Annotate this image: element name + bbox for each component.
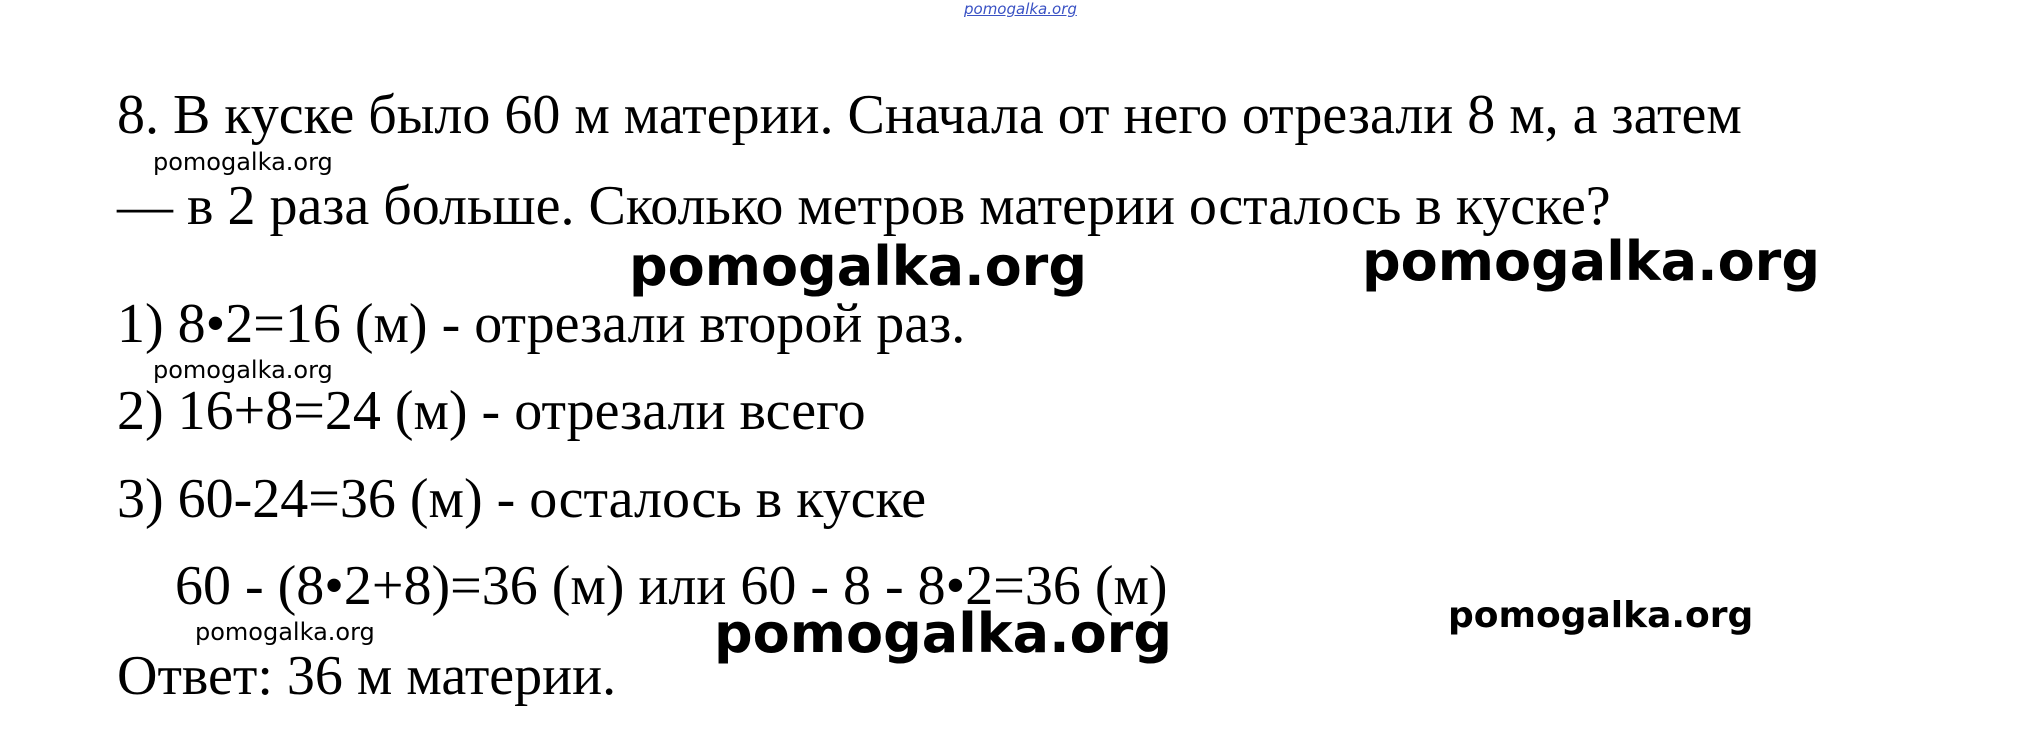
watermark-medium: pomogalka.org xyxy=(1448,595,1754,636)
watermark-small: pomogalka.org xyxy=(195,618,375,646)
solution-step-1: 1) 8•2=16 (м) - отрезали второй раз. xyxy=(117,293,966,355)
watermark-large: pomogalka.org xyxy=(629,235,1087,298)
answer-line: Ответ: 36 м материи. xyxy=(117,645,617,707)
solution-expression: 60 - (8•2+8)=36 (м) или 60 - 8 - 8•2=36 (м) xyxy=(175,555,1168,617)
problem-line-1: 8. В куске было 60 м материи. Сначала от него отрезали 8 м, а затем xyxy=(117,84,1742,146)
site-header-link[interactable]: pomogalka.org xyxy=(964,0,1077,18)
watermark-small: pomogalka.org xyxy=(153,148,333,176)
solution-step-3: 3) 60-24=36 (м) - осталось в куске xyxy=(117,468,927,530)
solution-step-2: 2) 16+8=24 (м) - отрезали всего xyxy=(117,380,866,442)
watermark-large: pomogalka.org xyxy=(1362,230,1820,293)
watermark-large: pomogalka.org xyxy=(714,602,1172,665)
problem-line-2: — в 2 раза больше. Сколько метров материи осталось в куске? xyxy=(117,175,1611,237)
watermark-small: pomogalka.org xyxy=(153,356,333,384)
